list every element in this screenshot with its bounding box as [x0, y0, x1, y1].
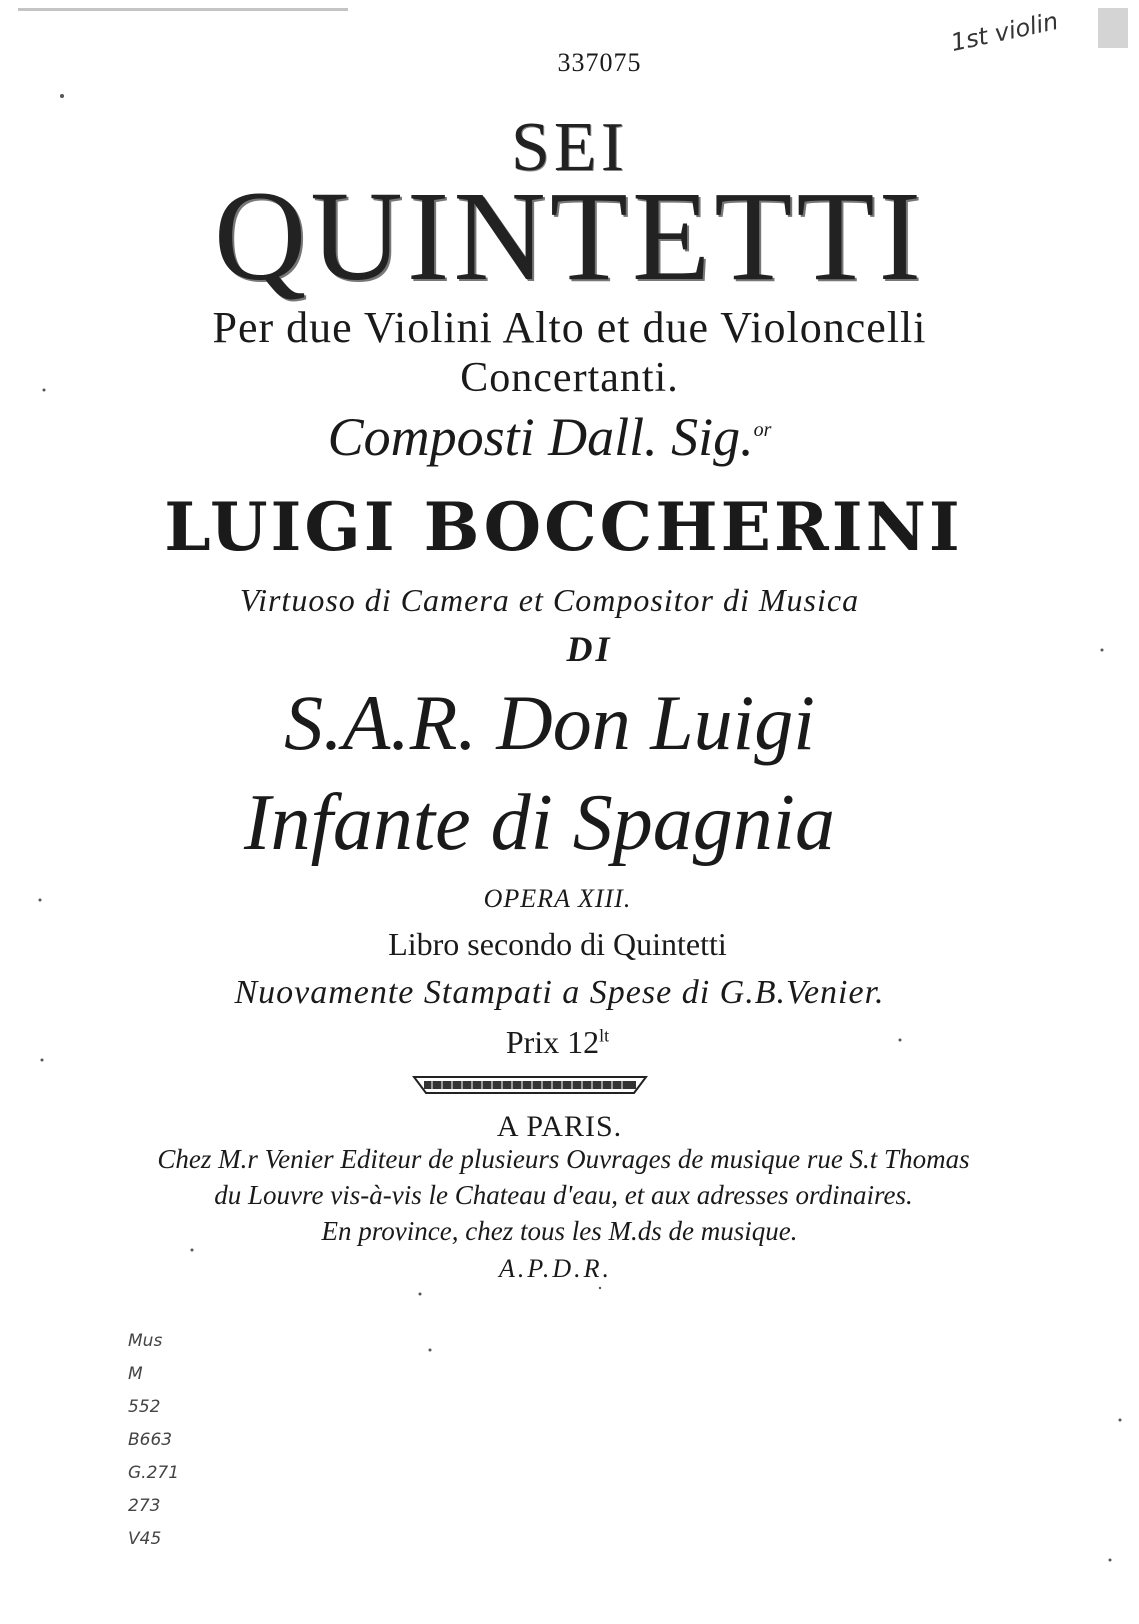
title-sei: SEI: [511, 109, 628, 186]
composed-by: [0, 406, 1119, 468]
imprint-line-3: En province, chez tous les M.ds de musique.: [321, 1216, 798, 1246]
call-number-line: Mus: [128, 1331, 163, 1351]
library-call-number: [128, 1325, 179, 1556]
price: [0, 1024, 1127, 1061]
opus-number: OPERA XIII.: [483, 884, 632, 913]
call-number-line: G.271: [128, 1463, 180, 1483]
imprint-city: A PARIS.: [496, 1110, 623, 1143]
printing-note: Nuovamente Stampati a Spese di G.B.Venier.: [234, 974, 885, 1011]
concertanti: Concertanti.: [460, 355, 679, 401]
title-quintetti: QUINTETTI: [213, 165, 926, 307]
price-text: Prix 12: [505, 1024, 600, 1060]
composed-by-sup: or: [753, 419, 772, 441]
composer-title: Virtuoso di Camera et Compositor di Musica: [239, 582, 860, 618]
book-label: Libro secondo di Quintetti: [388, 926, 727, 962]
handwritten-note: 1st violin: [948, 6, 1061, 58]
ornament-divider: [412, 1074, 648, 1096]
imprint-line-1: Chez M.r Venier Editeur de plusieurs Ouvrages de musique rue S.t Thomas: [157, 1144, 970, 1174]
call-number-line: 273: [128, 1496, 161, 1516]
imprint-privilege: A.P.D.R.: [498, 1254, 613, 1283]
call-number-line: B663: [128, 1430, 173, 1450]
price-sup: lt: [599, 1025, 610, 1046]
composer-name: LUIGI BOCCHERINI: [164, 488, 963, 566]
call-number-line: V45: [128, 1529, 162, 1549]
instrumentation: Per due Violini Alto et due Violoncelli: [212, 303, 927, 352]
composed-by-text: Composti Dall. Sig.: [327, 407, 754, 467]
imprint-line-2: du Louvre vis-à-vis le Chateau d'eau, et aux adresses ordinaires.: [214, 1180, 913, 1210]
call-number-line: M: [128, 1364, 143, 1384]
patron-line-2: Infante di Spagnia: [243, 779, 836, 867]
patron-line-1: S.A.R. Don Luigi: [284, 679, 815, 766]
shelfmark: 337075: [557, 48, 642, 77]
di-label: DI: [566, 629, 613, 669]
call-number-line: 552: [128, 1397, 161, 1417]
